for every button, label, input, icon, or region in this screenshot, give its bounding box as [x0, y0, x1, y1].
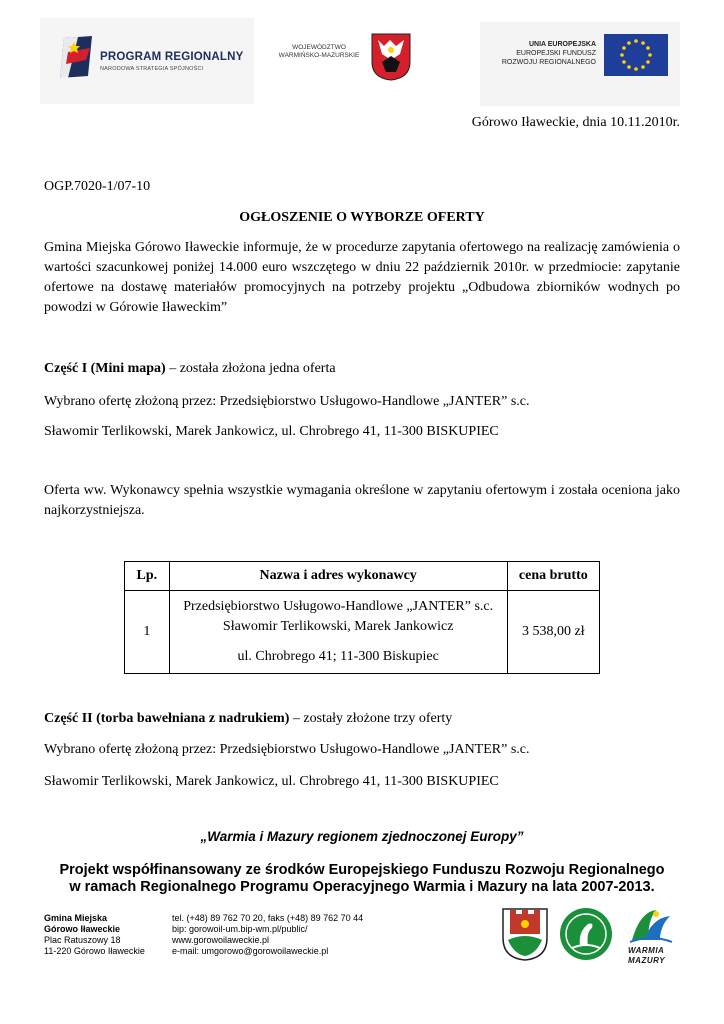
contractor-name: Przedsiębiorstwo Usługowo-Handlowe „JANTER” s.c. — [183, 599, 494, 614]
table-header-name: Nazwa i adres wykonawcy — [169, 562, 507, 591]
slogan: „Warmia i Mazury regionem zjednoczonej Europy” — [200, 829, 524, 844]
contact-phone: tel. (+48) 89 762 70 20, faks (+48) 89 762 70 44 — [172, 913, 364, 923]
part1-status: – została złożona jedna oferta — [165, 361, 336, 376]
table-cell-lp: 1 — [125, 591, 170, 674]
part1-heading — [44, 359, 336, 379]
eu-line1: UNIA EUROPEJSKA — [528, 41, 596, 48]
part2-address: Sławomir Terlikowski, Marek Jankowicz, ul. Chrobrego 41, 11-300 BISKUPIEC — [44, 774, 499, 789]
nature-circle-logo-icon — [558, 906, 614, 962]
town-coat-of-arms-icon — [500, 906, 550, 962]
organization-address — [44, 913, 145, 957]
table-cell-price: 3 538,00 zł — [507, 591, 599, 674]
part2-selected: Wybrano ofertę złożoną przez: Przedsiębiorstwo Usługowo-Handlowe „JANTER” s.c. — [44, 742, 530, 757]
eu-label — [486, 40, 596, 67]
voivodeship-line2: WARMIŃSKO-MAZURSKIE — [278, 52, 360, 59]
part1-label: Część I (Mini mapa) — [44, 361, 166, 376]
part2-heading — [44, 709, 452, 729]
org-line4: 11-220 Górowo Iławeckie — [44, 946, 145, 956]
table-row — [125, 591, 600, 674]
program-subtitle: NARODOWA STRATEGIA SPÓJNOŚCI — [100, 66, 204, 72]
contractor-address: ul. Chrobrego 41; 11-300 Biskupiec — [237, 649, 439, 664]
mazury-word: MAZURY — [628, 956, 666, 965]
part2-status: – zostały złożone trzy oferty — [289, 711, 453, 726]
org-line1: Gmina Miejska — [44, 913, 108, 923]
table-header-lp: Lp. — [125, 562, 170, 591]
org-line2: Górowo Iławeckie — [44, 924, 121, 934]
contractor-owners: Sławomir Terlikowski, Marek Jankowicz — [222, 619, 454, 634]
project-cofinancing — [0, 862, 724, 896]
contact-bip: bip: gorowoil-um.bip-wm.pl/public/ — [172, 924, 308, 934]
part1-address: Sławomir Terlikowski, Marek Jankowicz, ul. Chrobrego 41, 11-300 BISKUPIEC — [44, 424, 499, 439]
program-regionalny-flag-icon — [58, 34, 96, 80]
contact-email: e-mail: umgorowo@gorowoilaweckie.pl — [172, 946, 329, 956]
voivodeship-line1: WOJEWÓDZTWO — [292, 44, 346, 51]
offers-table — [124, 561, 600, 674]
conclusion-paragraph: Oferta ww. Wykonawcy spełnia wszystkie wymagania określone w zapytaniu ofertowym i została oceniona jako najkorzystniejsza. — [44, 483, 680, 518]
document-title: OGŁOSZENIE O WYBORZE OFERTY — [239, 210, 485, 225]
warmia-mazury-logo-icon — [626, 906, 676, 946]
voivodeship-label — [270, 44, 368, 60]
date-line: Górowo Iławeckie, dnia 10.11.2010r. — [471, 115, 680, 130]
organization-contact — [172, 913, 363, 957]
voivodeship-coat-of-arms-icon — [370, 32, 412, 82]
reference-number: OGP.7020-1/07-10 — [44, 179, 151, 194]
table-cell-name — [169, 591, 507, 674]
contact-website: www.gorowoilaweckie.pl — [172, 935, 270, 945]
warmia-word: WARMIA — [628, 946, 665, 955]
part1-selected: Wybrano ofertę złożoną przez: Przedsiębiorstwo Usługowo-Handlowe „JANTER” s.c. — [44, 394, 530, 409]
eu-line2: EUROPEJSKI FUNDUSZ — [516, 50, 596, 57]
part2-label: Część II (torba bawełniana z nadrukiem) — [44, 711, 290, 726]
project-line2: w ramach Regionalnego Programu Operacyjnego Warmia i Mazury na lata 2007-2013. — [69, 879, 655, 895]
eu-line3: ROZWOJU REGIONALNEGO — [501, 59, 596, 66]
project-line1: Projekt współfinansowany ze środków Europejskiego Funduszu Rozwoju Regionalnego — [59, 862, 665, 878]
warmia-mazury-label — [628, 946, 665, 966]
table-header-price: cena brutto — [507, 562, 599, 591]
eu-flag-icon — [604, 34, 668, 76]
table-header-row — [125, 562, 600, 591]
org-line3: Plac Ratuszowy 18 — [44, 935, 121, 945]
intro-paragraph: Gmina Miejska Górowo Iławeckie informuje, że w procedurze zapytania ofertowego na realizację zamówienia o wartości szacunkowej poniżej 14.000 euro wszczętego w dniu 22 październik 2010r. w przedmiocie: zapytanie ofertowe na dostawę materiałów promocyjnych na potrzeby projektu „Odbudowa zbiorników wodnych po powodzi w Górowie Iławeckim” — [44, 240, 680, 315]
program-title: PROGRAM REGIONALNY — [100, 51, 244, 63]
